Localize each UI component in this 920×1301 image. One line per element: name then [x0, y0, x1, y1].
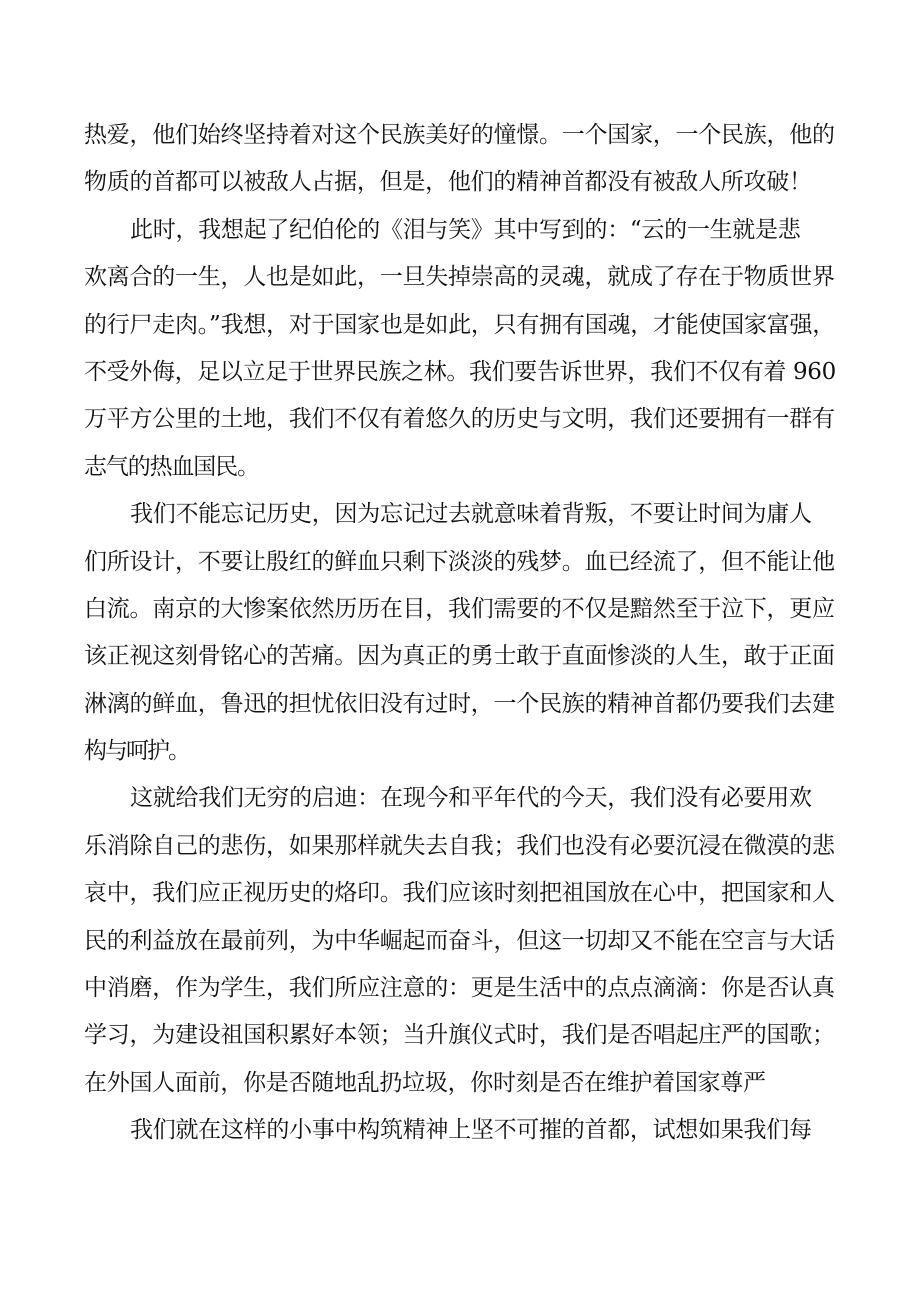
text-line: 构与呵护。 — [84, 738, 189, 765]
paragraph — [84, 112, 844, 207]
text-line: 该正视这刻骨铭心的苦痛。因为真正的勇士敢于直面惨淡的人生，敢于正面 — [84, 643, 835, 670]
text-line: 的行尸走肉。”我想，对于国家也是如此，只有拥有国魂，才能使国家富强， — [84, 311, 836, 338]
text-line: 白流。南京的大惨案依然历历在目，我们需要的不仅是黯然至于泣下，更应 — [84, 595, 835, 622]
text-line: 学习，为建设祖国积累好本领；当升旗仪式时，我们是否唱起庄严的国歌； — [84, 1022, 835, 1049]
text-line: 不受外侮，足以立足于世界民族之林。我们要告诉世界，我们不仅有着 960 — [84, 358, 836, 385]
text-line: 们所设计，不要让殷红的鲜血只剩下淡淡的残梦。血已经流了，但不能让他 — [84, 548, 835, 575]
paragraph — [84, 1107, 844, 1154]
text-line: 物质的首都可以被敌人占据，但是，他们的精神首都没有被敌人所攻破！ — [84, 169, 812, 196]
text-line: 哀中，我们应正视历史的烙印。我们应该时刻把祖国放在心中，把国家和人 — [84, 880, 835, 907]
text-line: 这就给我们无穷的启迪：在现今和平年代的今天，我们没有必要用欢 — [130, 785, 812, 812]
paragraph — [84, 207, 844, 491]
text-line: 我们就在这样的小事中构筑精神上坚不可摧的首都，试想如果我们每 — [130, 1117, 812, 1144]
paragraph — [84, 775, 844, 1107]
text-line: 乐消除自己的悲伤，如果那样就失去自我；我们也没有必要沉浸在微漠的悲 — [84, 832, 835, 859]
text-line: 热爱，他们始终坚持着对这个民族美好的憧憬。一个国家，一个民族，他的 — [84, 122, 835, 148]
paragraph — [84, 491, 844, 775]
text-line: 我们不能忘记历史，因为忘记过去就意味着背叛，不要让时间为庸人 — [130, 501, 812, 528]
text-line: 志气的热血国民。 — [84, 453, 259, 480]
text-line: 欢离合的一生，人也是如此，一旦失掉崇高的灵魂，就成了存在于物质世界 — [84, 264, 835, 291]
text-line: 万平方公里的土地，我们不仅有着悠久的历史与文明，我们还要拥有一群有 — [84, 406, 835, 433]
document-body-text — [84, 112, 844, 1155]
text-line: 在外国人面前，你是否随地乱扔垃圾，你时刻是否在维护着国家尊严 — [84, 1069, 766, 1096]
text-line: 淋漓的鲜血，鲁迅的担忧依旧没有过时，一个民族的精神首都仍要我们去建 — [84, 690, 835, 717]
text-line: 此时，我想起了纪伯伦的《泪与笑》其中写到的：“云的一生就是悲 — [130, 216, 801, 243]
text-line: 民的利益放在最前列，为中华崛起而奋斗，但这一切却又不能在空言与大话 — [84, 927, 835, 954]
text-line: 中消磨，作为学生，我们所应注意的：更是生活中的点点滴滴：你是否认真 — [84, 975, 835, 1002]
